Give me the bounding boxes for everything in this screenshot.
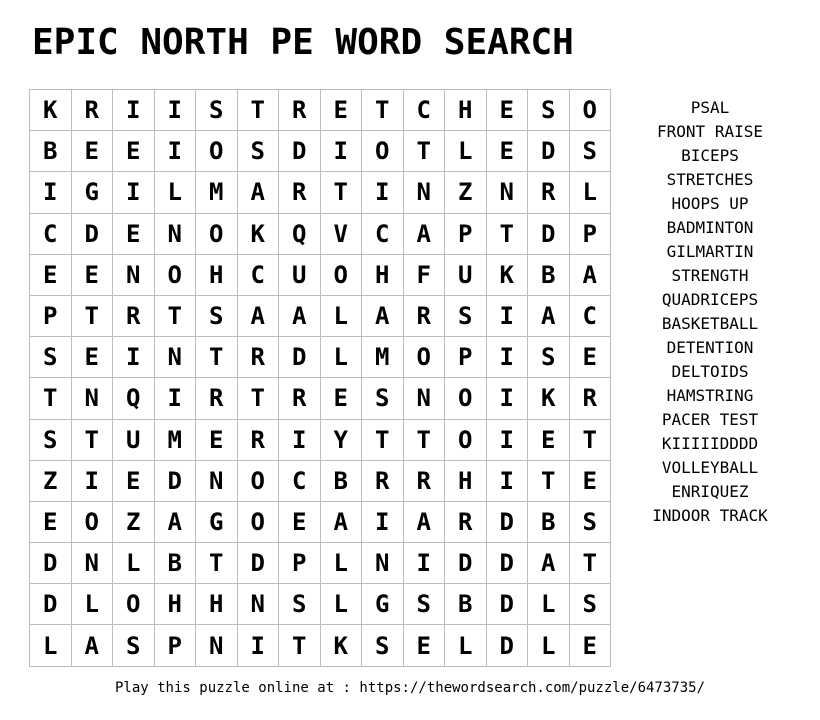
grid-cell[interactable]: D	[72, 214, 114, 255]
grid-cell[interactable]: D	[238, 543, 280, 584]
grid-cell[interactable]: A	[528, 296, 570, 337]
grid-cell[interactable]: S	[362, 625, 404, 666]
grid-cell[interactable]: I	[487, 461, 529, 502]
grid-cell[interactable]: N	[155, 214, 197, 255]
grid-cell[interactable]: O	[404, 337, 446, 378]
grid-cell[interactable]: I	[487, 337, 529, 378]
word-list-item: BADMINTON	[666, 218, 754, 237]
word-list-item: PACER TEST	[661, 410, 759, 429]
grid-cell[interactable]: N	[404, 172, 446, 213]
grid-cell[interactable]: O	[238, 461, 280, 502]
grid-cell[interactable]: A	[404, 214, 446, 255]
grid-cell[interactable]: Y	[321, 420, 363, 461]
grid-cell[interactable]: A	[362, 296, 404, 337]
grid-cell[interactable]: L	[528, 625, 570, 666]
grid-cell[interactable]: B	[445, 584, 487, 625]
grid-cell[interactable]: M	[196, 172, 238, 213]
grid-cell[interactable]: R	[279, 90, 321, 131]
grid-cell[interactable]: T	[238, 90, 280, 131]
grid-cell[interactable]: H	[445, 461, 487, 502]
grid-cell[interactable]: P	[445, 337, 487, 378]
grid-cell[interactable]: K	[321, 625, 363, 666]
grid-cell[interactable]: I	[30, 172, 72, 213]
grid-cell[interactable]: R	[570, 378, 612, 419]
grid-cell[interactable]: D	[445, 543, 487, 584]
grid-cell[interactable]: R	[362, 461, 404, 502]
grid-cell[interactable]: T	[196, 337, 238, 378]
grid-cell[interactable]: Q	[279, 214, 321, 255]
grid-cell[interactable]: B	[528, 502, 570, 543]
grid-cell[interactable]: S	[570, 131, 612, 172]
grid-cell[interactable]: T	[321, 172, 363, 213]
grid-cell[interactable]: E	[570, 461, 612, 502]
grid-cell[interactable]: L	[321, 337, 363, 378]
grid-cell[interactable]: E	[570, 337, 612, 378]
grid-cell[interactable]: O	[445, 420, 487, 461]
word-list-item: INDOOR TRACK	[652, 506, 768, 525]
grid-cell[interactable]: R	[196, 378, 238, 419]
grid-cell[interactable]: R	[238, 337, 280, 378]
grid-cell[interactable]: A	[155, 502, 197, 543]
grid-cell[interactable]: A	[72, 625, 114, 666]
grid-cell[interactable]: U	[445, 255, 487, 296]
grid-cell[interactable]: R	[404, 296, 446, 337]
grid-cell[interactable]: C	[404, 90, 446, 131]
grid-cell[interactable]: Q	[113, 378, 155, 419]
grid-cell[interactable]: O	[72, 502, 114, 543]
grid-cell[interactable]: O	[445, 378, 487, 419]
grid-cell[interactable]: D	[487, 584, 529, 625]
grid-cell[interactable]: T	[155, 296, 197, 337]
grid-cell[interactable]: L	[321, 543, 363, 584]
grid-cell[interactable]: Z	[113, 502, 155, 543]
grid-cell[interactable]: I	[362, 172, 404, 213]
word-list-item: BICEPS	[681, 146, 739, 165]
grid-cell[interactable]: E	[487, 90, 529, 131]
grid-cell[interactable]: A	[238, 172, 280, 213]
grid-cell[interactable]: G	[362, 584, 404, 625]
grid-cell[interactable]: N	[113, 255, 155, 296]
grid-cell[interactable]: T	[570, 543, 612, 584]
grid-cell[interactable]: L	[528, 584, 570, 625]
word-list-item: HOOPS UP	[671, 194, 749, 213]
grid-cell[interactable]: B	[321, 461, 363, 502]
word-list-item: PSAL	[690, 98, 730, 117]
word-list-item: DELTOIDS	[671, 362, 749, 381]
grid-cell[interactable]: P	[155, 625, 197, 666]
grid-cell[interactable]: I	[487, 296, 529, 337]
word-list-item: KIIIIIDDDD	[661, 434, 759, 453]
grid-cell[interactable]: A	[404, 502, 446, 543]
grid-cell[interactable]: C	[30, 214, 72, 255]
grid-cell[interactable]: T	[362, 90, 404, 131]
grid-cell[interactable]: A	[528, 543, 570, 584]
grid-cell[interactable]: P	[30, 296, 72, 337]
grid-cell[interactable]: T	[528, 461, 570, 502]
grid-cell[interactable]: E	[113, 461, 155, 502]
grid-cell[interactable]: S	[196, 296, 238, 337]
grid-cell[interactable]: H	[155, 584, 197, 625]
grid-cell[interactable]: E	[321, 90, 363, 131]
grid-cell[interactable]: P	[279, 543, 321, 584]
grid-cell[interactable]: T	[72, 296, 114, 337]
grid-cell[interactable]: E	[404, 625, 446, 666]
page-title: EPIC NORTH PE WORD SEARCH	[32, 22, 574, 63]
grid-cell[interactable]: H	[196, 255, 238, 296]
grid-cell[interactable]: T	[238, 378, 280, 419]
grid-cell[interactable]: I	[321, 131, 363, 172]
word-list-item: GILMARTIN	[666, 242, 754, 261]
grid-cell[interactable]: R	[445, 502, 487, 543]
grid-cell[interactable]: C	[362, 214, 404, 255]
grid-cell[interactable]: E	[30, 502, 72, 543]
grid-cell[interactable]: H	[196, 584, 238, 625]
grid-cell[interactable]: E	[487, 131, 529, 172]
grid-cell[interactable]: I	[362, 502, 404, 543]
grid-cell[interactable]: I	[72, 461, 114, 502]
grid-cell[interactable]: L	[30, 625, 72, 666]
grid-cell[interactable]: D	[487, 625, 529, 666]
grid-cell[interactable]: T	[404, 420, 446, 461]
grid-cell[interactable]: T	[487, 214, 529, 255]
grid-cell[interactable]: D	[155, 461, 197, 502]
grid-cell[interactable]: L	[113, 543, 155, 584]
grid-cell[interactable]: T	[30, 378, 72, 419]
grid-cell[interactable]: I	[404, 543, 446, 584]
grid-cell[interactable]: H	[445, 90, 487, 131]
grid-cell[interactable]: N	[362, 543, 404, 584]
word-list-item: ENRIQUEZ	[671, 482, 749, 501]
grid-cell[interactable]: N	[196, 461, 238, 502]
grid-cell[interactable]: E	[113, 214, 155, 255]
grid-cell[interactable]: O	[362, 131, 404, 172]
grid-cell[interactable]: M	[155, 420, 197, 461]
grid-cell[interactable]: N	[238, 584, 280, 625]
grid-cell[interactable]: O	[196, 131, 238, 172]
word-list-item: STRENGTH	[671, 266, 749, 285]
grid-cell[interactable]: P	[445, 214, 487, 255]
grid-cell[interactable]: A	[238, 296, 280, 337]
grid-cell[interactable]: E	[113, 131, 155, 172]
grid-cell[interactable]: I	[487, 378, 529, 419]
grid-cell[interactable]: E	[72, 255, 114, 296]
grid-cell[interactable]: E	[570, 625, 612, 666]
grid-cell[interactable]: Z	[30, 461, 72, 502]
grid-cell[interactable]: G	[72, 172, 114, 213]
grid-cell[interactable]: A	[570, 255, 612, 296]
grid-cell[interactable]: Z	[445, 172, 487, 213]
grid-cell[interactable]: S	[570, 502, 612, 543]
grid-cell[interactable]: L	[321, 584, 363, 625]
grid-cell[interactable]: T	[196, 543, 238, 584]
grid-cell[interactable]: T	[72, 420, 114, 461]
grid-cell[interactable]: I	[113, 90, 155, 131]
grid-cell[interactable]: P	[570, 214, 612, 255]
grid-cell[interactable]: T	[404, 131, 446, 172]
grid-cell[interactable]: M	[362, 337, 404, 378]
grid-cell[interactable]: L	[321, 296, 363, 337]
word-list-item: QUADRICEPS	[661, 290, 759, 309]
grid-cell[interactable]: C	[279, 461, 321, 502]
grid-cell[interactable]: E	[279, 502, 321, 543]
grid-cell[interactable]: K	[30, 90, 72, 131]
grid-cell[interactable]: L	[72, 584, 114, 625]
word-list-item: DETENTION	[666, 338, 754, 357]
grid-cell[interactable]: O	[196, 214, 238, 255]
grid-cell[interactable]: S	[362, 378, 404, 419]
grid-cell[interactable]: D	[528, 131, 570, 172]
grid-cell[interactable]: S	[570, 584, 612, 625]
grid-cell[interactable]: D	[279, 337, 321, 378]
grid-cell[interactable]: K	[528, 378, 570, 419]
grid-cell[interactable]: R	[279, 172, 321, 213]
footer-link-text: Play this puzzle online at : https://thewordsearch.com/puzzle/6473735/	[114, 680, 705, 696]
grid-cell[interactable]: I	[113, 337, 155, 378]
grid-cell[interactable]: N	[72, 378, 114, 419]
grid-cell[interactable]: U	[113, 420, 155, 461]
grid-cell[interactable]: R	[113, 296, 155, 337]
grid-cell[interactable]: D	[30, 543, 72, 584]
word-list	[640, 96, 780, 528]
grid-cell[interactable]: R	[72, 90, 114, 131]
grid-cell[interactable]: O	[113, 584, 155, 625]
grid-cell[interactable]: D	[30, 584, 72, 625]
grid-cell[interactable]: S	[30, 420, 72, 461]
grid-cell[interactable]: R	[404, 461, 446, 502]
grid-cell[interactable]: E	[72, 131, 114, 172]
grid-cell[interactable]: A	[279, 296, 321, 337]
grid-cell[interactable]: S	[528, 337, 570, 378]
grid-cell[interactable]: E	[321, 378, 363, 419]
grid-cell[interactable]: B	[528, 255, 570, 296]
grid-cell[interactable]: E	[528, 420, 570, 461]
grid-cell[interactable]: S	[113, 625, 155, 666]
letter-grid[interactable]	[29, 89, 611, 667]
grid-cell[interactable]: T	[362, 420, 404, 461]
grid-cell[interactable]: N	[404, 378, 446, 419]
grid-cell[interactable]: I	[155, 90, 197, 131]
grid-cell[interactable]: I	[487, 420, 529, 461]
grid-cell[interactable]: I	[238, 625, 280, 666]
grid-cell[interactable]: S	[404, 584, 446, 625]
grid-cell[interactable]: C	[238, 255, 280, 296]
grid-cell[interactable]: S	[238, 131, 280, 172]
grid-cell[interactable]: R	[528, 172, 570, 213]
grid-cell[interactable]: A	[321, 502, 363, 543]
grid-cell[interactable]: T	[279, 625, 321, 666]
word-list-item: BASKETBALL	[661, 314, 759, 333]
grid-cell[interactable]: N	[487, 172, 529, 213]
word-list-item: HAMSTRING	[666, 386, 754, 405]
grid-cell[interactable]: D	[487, 543, 529, 584]
grid-cell[interactable]: L	[155, 172, 197, 213]
grid-cell[interactable]: D	[487, 502, 529, 543]
grid-cell[interactable]: I	[155, 378, 197, 419]
grid-cell[interactable]: S	[196, 90, 238, 131]
grid-cell[interactable]: I	[279, 420, 321, 461]
grid-cell[interactable]: G	[196, 502, 238, 543]
grid-cell[interactable]: F	[404, 255, 446, 296]
grid-cell[interactable]: L	[570, 172, 612, 213]
grid-cell[interactable]: S	[528, 90, 570, 131]
grid-cell[interactable]: O	[570, 90, 612, 131]
grid-cell[interactable]: V	[321, 214, 363, 255]
grid-cell[interactable]: S	[445, 296, 487, 337]
word-list-item: VOLLEYBALL	[661, 458, 759, 477]
grid-cell[interactable]: I	[113, 172, 155, 213]
grid-cell[interactable]: D	[279, 131, 321, 172]
grid-cell[interactable]: N	[155, 337, 197, 378]
word-list-item: FRONT RAISE	[657, 122, 763, 141]
grid-cell[interactable]: O	[321, 255, 363, 296]
grid-cell[interactable]: K	[487, 255, 529, 296]
grid-cell[interactable]: N	[72, 543, 114, 584]
grid-cell[interactable]: O	[155, 255, 197, 296]
grid-cell[interactable]: B	[155, 543, 197, 584]
grid-cell[interactable]: N	[196, 625, 238, 666]
grid-cell[interactable]: R	[279, 378, 321, 419]
grid-cell[interactable]: H	[362, 255, 404, 296]
grid-cell[interactable]: T	[570, 420, 612, 461]
grid-cell[interactable]: I	[155, 131, 197, 172]
word-list-item: STRETCHES	[666, 170, 754, 189]
grid-cell[interactable]: D	[528, 214, 570, 255]
grid-cell[interactable]: S	[279, 584, 321, 625]
grid-cell[interactable]: L	[445, 131, 487, 172]
grid-cell[interactable]: B	[30, 131, 72, 172]
grid-cell[interactable]: C	[570, 296, 612, 337]
grid-cell[interactable]: S	[30, 337, 72, 378]
grid-cell[interactable]: E	[72, 337, 114, 378]
grid-cell[interactable]: L	[445, 625, 487, 666]
grid-cell[interactable]: R	[238, 420, 280, 461]
grid-cell[interactable]: O	[238, 502, 280, 543]
grid-cell[interactable]: K	[238, 214, 280, 255]
grid-cell[interactable]: E	[196, 420, 238, 461]
grid-cell[interactable]: E	[30, 255, 72, 296]
grid-cell[interactable]: U	[279, 255, 321, 296]
